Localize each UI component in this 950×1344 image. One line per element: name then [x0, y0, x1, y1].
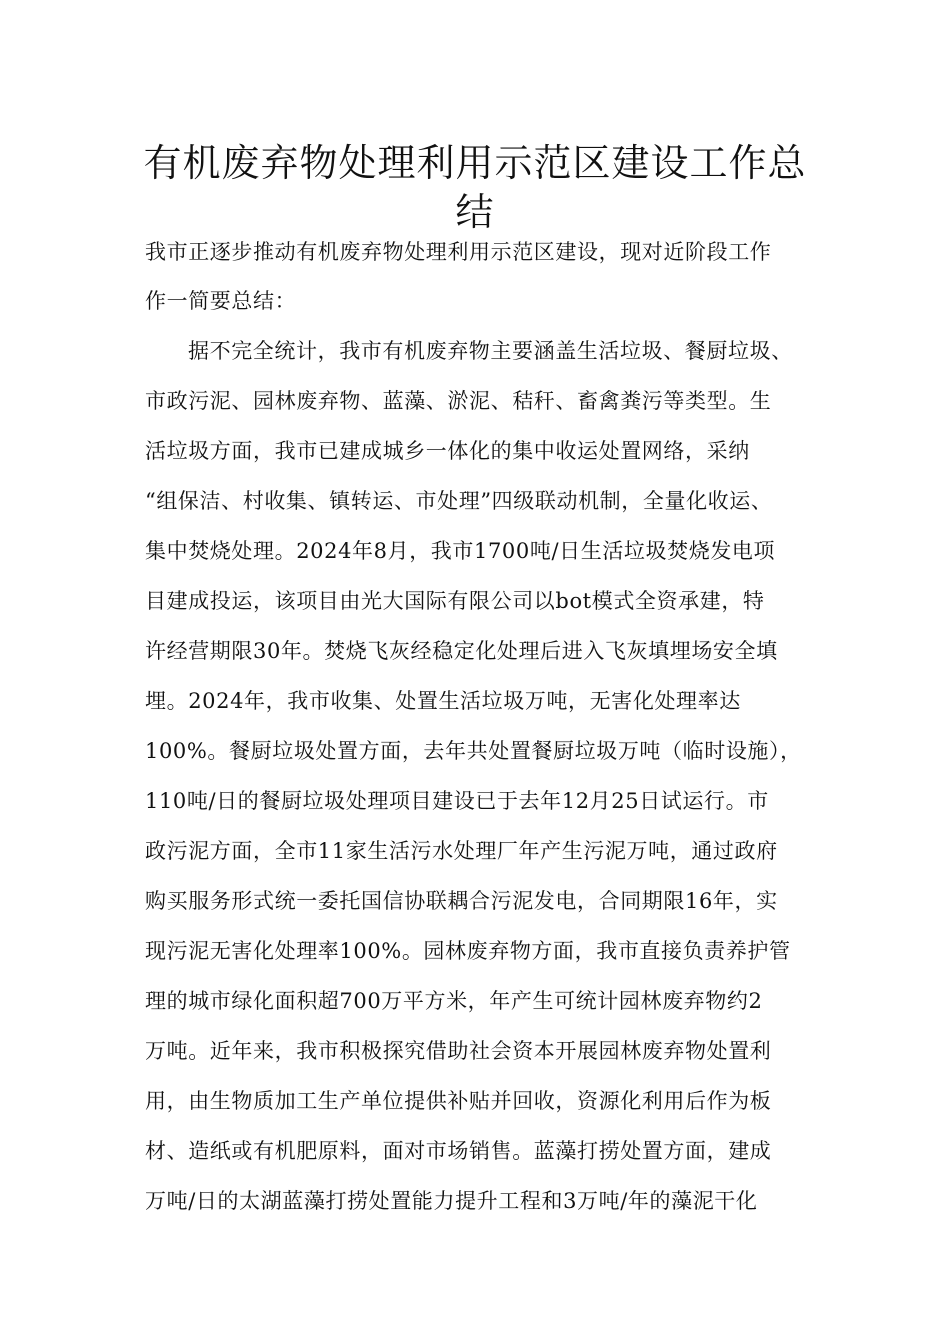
body-line: 许经营期限30年。焚烧飞灰经稳定化处理后进入飞灰填埋场安全填: [145, 639, 778, 663]
body-line: 用，由生物质加工生产单位提供补贴并回收，资源化利用后作为板: [145, 1089, 772, 1113]
body-line: 材、造纸或有机肥原料，面对市场销售。蓝藻打捞处置方面，建成: [145, 1139, 772, 1163]
body-line: 活垃圾方面，我市已建成城乡一体化的集中收运处置网络，采纳: [145, 439, 750, 463]
body-line: 现污泥无害化处理率100%。园林废弃物方面，我市直接负责养护管: [145, 939, 791, 963]
body-line: 集中焚烧处理。2024年8月，我市1700吨/日生活垃圾焚烧发电项: [145, 539, 776, 563]
intro-line: 我市正逐步推动有机废弃物处理利用示范区建设，现对近阶段工作: [145, 240, 772, 264]
intro-line: 作一简要总结：: [145, 289, 297, 313]
body-line: 据不完全统计，我市有机废弃物主要涵盖生活垃圾、餐厨垃圾、: [188, 339, 793, 363]
body-line: 市政污泥、园林废弃物、蓝藻、淤泥、秸秆、畜禽粪污等类型。生: [145, 389, 772, 413]
body-line: 100%。餐厨垃圾处置方面，去年共处置餐厨垃圾万吨（临时设施），: [145, 739, 802, 763]
body-line: 万吨/日的太湖蓝藻打捞处置能力提升工程和3万吨/年的藻泥干化: [145, 1189, 758, 1213]
body-line: 目建成投运，该项目由光大国际有限公司以bot模式全资承建，特: [145, 589, 765, 613]
body-line: 政污泥方面，全市11家生活污水处理厂年产生污泥万吨，通过政府: [145, 839, 778, 863]
body-line: “组保洁、村收集、镇转运、市处理”四级联动机制，全量化收运、: [145, 489, 773, 513]
body-line: 110吨/日的餐厨垃圾处理项目建设已于去年12月25日试运行。市: [145, 789, 769, 813]
body-line: 理的城市绿化面积超700万平方米，年产生可统计园林废弃物约2: [145, 989, 763, 1013]
document-title-line-1: 有机废弃物处理利用示范区建设工作总: [143, 141, 807, 185]
document-title-line-2: 结: [455, 190, 495, 234]
body-line: 埋。2024年，我市收集、处置生活垃圾万吨，无害化处理率达: [145, 689, 741, 713]
body-line: 万吨。近年来，我市积极探究借助社会资本开展园林废弃物处置利: [145, 1039, 772, 1063]
body-line: 购买服务形式统一委托国信协联耦合污泥发电，合同期限16年，实: [145, 889, 778, 913]
